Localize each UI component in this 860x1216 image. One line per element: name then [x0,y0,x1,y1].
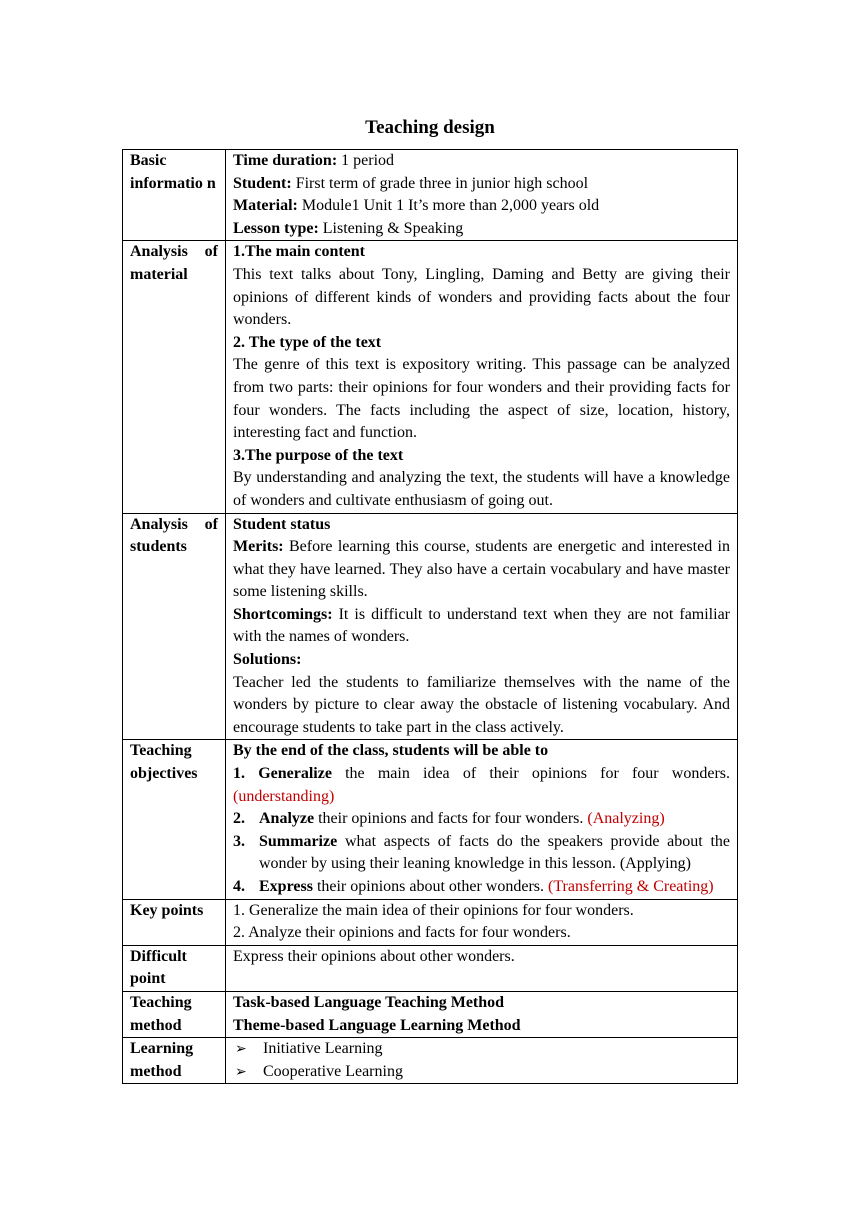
row-body-learning [226,1038,738,1084]
objective-3 [233,831,730,876]
material-line [233,195,730,218]
arrow-bullet-icon: ➢ [235,1041,247,1058]
row-head-key: Key points [123,899,226,945]
row-head-students: Analysis of students [123,513,226,740]
student-status-heading: Student status [233,515,331,533]
merits-text: Before learning this course, students are energetic and interested in what they have learned. They also have a certain vocabulary and have master some listening skills. [233,538,730,601]
solutions-label: Solutions: [233,651,302,669]
objective-1-text: the main idea of their opinions for four wonders. [331,765,731,783]
student-label: Student: [233,174,292,192]
objective-2-text: their opinions and facts for four wonders. [314,810,588,828]
row-head-method: Teaching method [123,991,226,1037]
time-duration-line [233,150,730,173]
objective-4-verb: Express [259,878,313,895]
key-point-1: 1. Generalize the main idea of their opinions for four wonders. [233,901,634,919]
solutions-text: Teacher led the students to familiarize themselves with the name of the wonders by picture to clear away the obstacle of listening vocabulary. And encourage students to take part in the class actively. [233,673,730,736]
learning-method-1-text: Initiative Learning [263,1040,383,1058]
learning-method-2-text: Cooperative Learning [263,1062,403,1080]
row-body-difficult [226,945,738,991]
material-heading-3: 3.The purpose of the text [233,446,404,464]
row-head-basic: Basic informatio n [123,150,226,241]
difficult-point-text: Express their opinions about other wonders. [233,947,515,965]
row-teaching-objectives [123,740,738,899]
shortcomings-paragraph [233,604,730,649]
key-point-2: 2. Analyze their opinions and facts for four wonders. [233,924,571,942]
shortcomings-text: It is difficult to understand text when they are not familiar with the names of wonders. [233,605,730,646]
objective-3-verb: Summarize [259,832,338,850]
row-learning-method [123,1038,738,1084]
time-value: 1 period [337,152,395,169]
merits-paragraph [233,536,730,604]
objective-2-number: 2. [233,810,245,828]
objectives-intro: By the end of the class, students will be able to [233,742,549,760]
teaching-method-2: Theme-based Language Learning Method [233,1016,521,1034]
teaching-method-1: Task-based Language Teaching Method [233,993,505,1011]
teaching-design-table [122,149,738,1084]
material-label: Material: [233,197,298,215]
student-line [233,173,730,196]
learning-method-2 [233,1061,730,1084]
objective-2-verb: Analyze [259,810,315,828]
row-body-key [226,899,738,945]
objective-3-text: what aspects of facts do the speakers provide about the wonder by using their leaning knowledge in this lesson. (Applying) [259,832,730,873]
objective-4-number: 4. [233,878,245,895]
objective-1-level: (understanding) [233,787,335,805]
objective-2-level: (Analyzing) [587,810,665,828]
objective-4-text: their opinions about other wonders. [312,878,549,895]
objective-1 [233,763,730,808]
material-paragraph-3: By understanding and analyzing the text, the students will have a knowledge of wonders and cultivate enthusiasm of going out. [233,469,730,509]
student-value: First term of grade three in junior high school [291,174,589,192]
page-title: Teaching design [365,117,495,138]
row-body-objectives [226,740,738,899]
row-body-material [226,241,738,513]
arrow-bullet-icon: ➢ [235,1063,247,1080]
row-analysis-material [123,241,738,513]
lesson-label: Lesson type: [233,219,319,237]
lesson-type-line [233,218,730,241]
shortcomings-label: Shortcomings: [233,605,333,623]
material-value: Module1 Unit 1 It’s more than 2,000 years old [297,197,600,215]
row-head-learning: Learning method [123,1038,226,1084]
learning-method-list [233,1038,730,1083]
material-paragraph-2: The genre of this text is expository writing. This passage can be analyzed from two parts: their opinions for four wonders and their providing facts for four wonders. The facts including the aspect of size, location, history, interesting fact and function. [233,356,730,442]
objective-4-level: (Transferring & Creating) [548,878,714,895]
material-paragraph-1: This text talks about Tony, Lingling, Daming and Betty are giving their opinions of different kinds of wonders and providing facts about the four wonders. [233,265,730,329]
objectives-list [233,808,730,898]
row-analysis-students [123,513,738,740]
lesson-value: Listening & Speaking [318,219,464,237]
merits-label: Merits: [233,538,284,556]
learning-method-1 [233,1038,730,1061]
objective-4 [233,876,730,899]
objective-1-verb: Generalize [258,765,332,783]
row-teaching-method [123,991,738,1037]
material-heading-1: 1.The main content [233,243,365,261]
row-difficult-point [123,945,738,991]
row-basic-information [123,150,738,241]
objective-2 [233,808,730,831]
row-body-students [226,513,738,740]
row-head-objectives: Teaching objectives [123,740,226,899]
row-head-difficult: Difficult point [123,945,226,991]
row-key-points [123,899,738,945]
material-heading-2: 2. The type of the text [233,333,382,351]
row-body-basic [226,150,738,241]
time-label: Time duration: [233,152,338,169]
row-head-material: Analysis of material [123,241,226,513]
objective-1-number: 1. [233,765,245,783]
row-body-method [226,991,738,1037]
objective-3-number: 3. [233,832,245,850]
